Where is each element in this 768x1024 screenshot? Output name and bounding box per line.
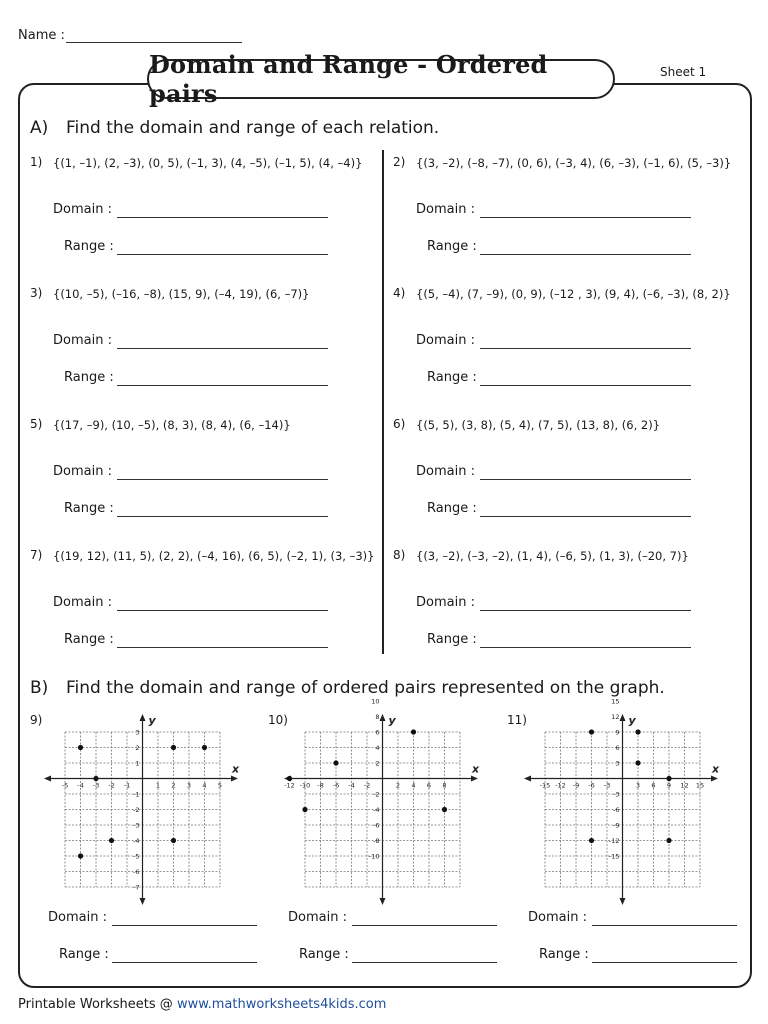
- x-tick-label: 1: [155, 781, 161, 790]
- graph-11-domain-line[interactable]: [592, 925, 737, 926]
- y-tick-label: -2: [133, 806, 140, 814]
- graph-10-number: 10): [268, 713, 288, 727]
- plotted-point: [589, 838, 594, 843]
- x-tick-label: -8: [317, 781, 324, 790]
- problem-1-domain-label: Domain :: [53, 202, 112, 217]
- problem-6-range-line[interactable]: [480, 516, 691, 517]
- plotted-point: [442, 807, 447, 812]
- problem-6-number: 6): [393, 417, 406, 431]
- x-tick-label: -2: [108, 781, 115, 790]
- x-tick-label: 3: [635, 781, 641, 790]
- problem-3-relation: {(10, –5), (–16, –8), (15, 9), (–4, 19), (6, –7)}: [53, 287, 310, 301]
- y-tick-label: -4: [133, 837, 140, 845]
- problem-6-relation: {(5, 5), (3, 8), (5, 4), (7, 5), (13, 8), (6, 2)}: [416, 418, 661, 432]
- problem-5-relation: {(17, –9), (10, –5), (8, 3), (8, 4), (6, –14)}: [53, 418, 291, 432]
- y-tick-label: -15: [608, 852, 620, 861]
- y-tick-label: -3: [613, 790, 620, 799]
- x-axis-arrow-left: [524, 776, 531, 782]
- plotted-point: [287, 776, 292, 781]
- x-tick-label: -12: [284, 781, 295, 790]
- y-tick-label: 9: [615, 728, 620, 737]
- y-tick-label: 12: [611, 713, 620, 721]
- x-tick-label: -5: [61, 781, 69, 790]
- x-tick-label: 8: [442, 781, 447, 790]
- graph-9-coordinate-plane: [40, 712, 250, 897]
- graph-10-domain-label: Domain :: [288, 910, 347, 925]
- problem-8-range-label: Range :: [427, 632, 477, 647]
- problem-4-range-label: Range :: [427, 370, 477, 385]
- plotted-point: [666, 838, 671, 843]
- y-tick-label: -7: [133, 883, 140, 892]
- graph-9-range-label: Range :: [59, 947, 109, 962]
- graph-9-range-line[interactable]: [112, 962, 257, 963]
- y-tick-label: 4: [375, 744, 380, 752]
- y-axis-label: y: [148, 714, 156, 727]
- y-tick-label: 3: [615, 759, 620, 768]
- y-axis-arrow-up: [620, 714, 626, 721]
- x-axis-label: x: [472, 762, 480, 776]
- problem-8-range-line[interactable]: [480, 647, 691, 648]
- section-a-instruction: Find the domain and range of each relation.: [66, 118, 440, 138]
- y-tick-label: -12: [608, 837, 620, 845]
- x-axis-arrow-right: [711, 776, 718, 782]
- problem-7-domain-label: Domain :: [53, 595, 112, 610]
- graph-10-domain-line[interactable]: [352, 925, 497, 926]
- problem-1-range-label: Range :: [64, 239, 114, 254]
- problem-1-domain-line[interactable]: [117, 217, 328, 218]
- x-tick-label: -12: [555, 781, 566, 790]
- graph-9-domain-line[interactable]: [112, 925, 257, 926]
- y-tick-label: -6: [133, 868, 140, 876]
- x-tick-label: -9: [572, 781, 580, 790]
- problem-3-domain-line[interactable]: [117, 348, 328, 349]
- x-tick-label: -1: [123, 781, 131, 790]
- x-tick-label: -4: [348, 781, 355, 790]
- problem-1-relation: {(1, –1), (2, –3), (0, 5), (–1, 3), (4, –5), (–1, 5), (4, –4)}: [53, 156, 363, 170]
- x-tick-label: 3: [186, 781, 192, 790]
- problem-3-range-line[interactable]: [117, 385, 328, 386]
- y-tick-label: -6: [613, 806, 620, 814]
- problem-5-number: 5): [30, 417, 43, 431]
- x-tick-label: -6: [588, 781, 595, 790]
- problem-3-domain-label: Domain :: [53, 333, 112, 348]
- problem-8-domain-line[interactable]: [480, 610, 691, 611]
- x-axis-label: x: [712, 762, 720, 776]
- y-tick-label: -10: [368, 852, 380, 861]
- plotted-point: [78, 745, 83, 750]
- graph-11-coordinate-plane: [520, 697, 730, 897]
- graph-11-range-line[interactable]: [592, 962, 737, 963]
- x-tick-label: -3: [92, 781, 100, 790]
- name-label: Name :: [18, 28, 65, 43]
- x-tick-label: -6: [332, 781, 340, 790]
- x-tick-label: 2: [171, 781, 176, 790]
- problem-4-relation: {(5, –4), (7, –9), (0, 9), (–12 , 3), (9, 4), (–6, –3), (8, 2)}: [416, 287, 731, 301]
- problem-2-domain-label: Domain :: [416, 202, 475, 217]
- graph-10-range-line[interactable]: [352, 962, 497, 963]
- graph-9-domain-label: Domain :: [48, 910, 107, 925]
- problem-5-range-label: Range :: [64, 501, 114, 516]
- x-tick-label: 6: [426, 781, 432, 790]
- y-tick-label: -5: [133, 852, 140, 861]
- problem-7-relation: {(19, 12), (11, 5), (2, 2), (–4, 16), (6, 5), (–2, 1), (3, –3)}: [53, 549, 375, 563]
- plotted-point: [411, 729, 416, 734]
- problem-4-range-line[interactable]: [480, 385, 691, 386]
- title-banner: [147, 50, 615, 108]
- graph-11-number: 11): [507, 713, 527, 727]
- section-a-heading: [30, 118, 439, 138]
- y-axis-label: y: [628, 714, 636, 727]
- y-axis-arrow-up: [140, 714, 146, 721]
- problem-7-range-label: Range :: [64, 632, 114, 647]
- plotted-point: [78, 853, 83, 858]
- x-tick-label: 6: [651, 781, 656, 790]
- x-tick-label: 9: [666, 781, 672, 790]
- problem-3-number: 3): [30, 286, 43, 300]
- section-b-heading: [30, 678, 665, 698]
- problem-1-range-line[interactable]: [117, 254, 328, 255]
- x-axis-arrow-right: [471, 776, 478, 782]
- graph-9-number: 9): [30, 713, 43, 727]
- y-tick-label: 15: [611, 697, 620, 706]
- graph-10-coordinate-plane: [280, 697, 490, 897]
- y-tick-label: -4: [373, 806, 380, 814]
- problem-4-number: 4): [393, 286, 406, 300]
- y-tick-label: 6: [375, 728, 380, 737]
- y-axis-label: y: [388, 714, 396, 727]
- problem-8-relation: {(3, –2), (–3, –2), (1, 4), (–6, 5), (1, 3), (–20, 7)}: [416, 549, 689, 563]
- y-tick-label: -8: [373, 837, 380, 845]
- y-tick-label: 3: [135, 728, 140, 737]
- section-b-letter: B): [30, 678, 49, 698]
- problem-4-domain-line[interactable]: [480, 348, 691, 349]
- y-tick-label: 10: [371, 697, 380, 706]
- y-tick-label: 8: [375, 713, 380, 721]
- graph-11-range-label: Range :: [539, 947, 589, 962]
- y-tick-label: 6: [615, 744, 620, 752]
- footer: [18, 997, 386, 1012]
- x-tick-label: 12: [680, 781, 689, 790]
- problem-3-range-label: Range :: [64, 370, 114, 385]
- plotted-point: [93, 776, 98, 781]
- plotted-point: [333, 760, 338, 765]
- plotted-point: [202, 745, 207, 750]
- x-axis-label: x: [232, 762, 240, 776]
- problem-1-number: 1): [30, 155, 43, 169]
- x-tick-label: -4: [77, 781, 84, 790]
- x-tick-label: -10: [299, 781, 311, 790]
- x-tick-label: 4: [411, 781, 416, 790]
- plotted-point: [302, 807, 307, 812]
- graph-10-range-label: Range :: [299, 947, 349, 962]
- y-tick-label: 2: [135, 744, 140, 752]
- problem-7-domain-line[interactable]: [117, 610, 328, 611]
- problem-6-range-label: Range :: [427, 501, 477, 516]
- graph-11-domain-label: Domain :: [528, 910, 587, 925]
- x-tick-label: 5: [217, 781, 223, 790]
- x-tick-label: 15: [695, 781, 705, 790]
- problem-2-domain-line[interactable]: [480, 217, 691, 218]
- plotted-point: [666, 776, 671, 781]
- problem-8-domain-label: Domain :: [416, 595, 475, 610]
- x-tick-label: 2: [395, 781, 401, 790]
- section-b-instruction: Find the domain and range of ordered pairs represented on the graph.: [66, 678, 665, 698]
- plotted-point: [171, 838, 176, 843]
- footer-prefix: Printable Worksheets @: [18, 997, 177, 1012]
- problem-2-relation: {(3, –2), (–8, –7), (0, 6), (–3, 4), (6, –3), (–1, 6), (5, –3)}: [416, 156, 732, 170]
- column-divider: [382, 150, 384, 654]
- x-tick-label: 4: [202, 781, 207, 790]
- problem-7-number: 7): [30, 548, 43, 562]
- y-tick-label: -9: [613, 821, 620, 830]
- y-tick-label: -2: [373, 790, 380, 799]
- plotted-point: [589, 729, 594, 734]
- section-a-letter: A): [30, 118, 49, 138]
- x-tick-label: -2: [363, 781, 371, 790]
- plotted-point: [635, 760, 640, 765]
- y-tick-label: -1: [133, 790, 140, 799]
- name-answer-line[interactable]: [66, 42, 242, 43]
- page-title: Domain and Range - Ordered pairs: [149, 50, 548, 108]
- sheet-number: Sheet 1: [660, 65, 707, 79]
- problem-5-range-line[interactable]: [117, 516, 328, 517]
- y-tick-label: 2: [375, 759, 380, 768]
- footer-link[interactable]: www.mathworksheets4kids.com: [176, 997, 387, 1012]
- problem-2-range-line[interactable]: [480, 254, 691, 255]
- plotted-point: [171, 745, 176, 750]
- x-tick-label: -15: [539, 781, 551, 790]
- plotted-point: [109, 838, 114, 843]
- x-tick-label: -3: [603, 781, 611, 790]
- problem-7-range-line[interactable]: [117, 647, 328, 648]
- plotted-point: [635, 729, 640, 734]
- problem-6-domain-line[interactable]: [480, 479, 691, 480]
- problem-2-range-label: Range :: [427, 239, 477, 254]
- y-tick-label: -6: [373, 821, 380, 830]
- x-axis-arrow-right: [231, 776, 238, 782]
- problem-8-number: 8): [393, 548, 406, 562]
- y-tick-label: 1: [135, 759, 140, 768]
- problem-4-domain-label: Domain :: [416, 333, 475, 348]
- problem-2-number: 2): [393, 155, 406, 169]
- problem-5-domain-line[interactable]: [117, 479, 328, 480]
- problem-5-domain-label: Domain :: [53, 464, 112, 479]
- problem-6-domain-label: Domain :: [416, 464, 475, 479]
- y-axis-arrow-up: [380, 714, 386, 721]
- x-axis-arrow-left: [44, 776, 51, 782]
- y-tick-label: -3: [133, 821, 140, 830]
